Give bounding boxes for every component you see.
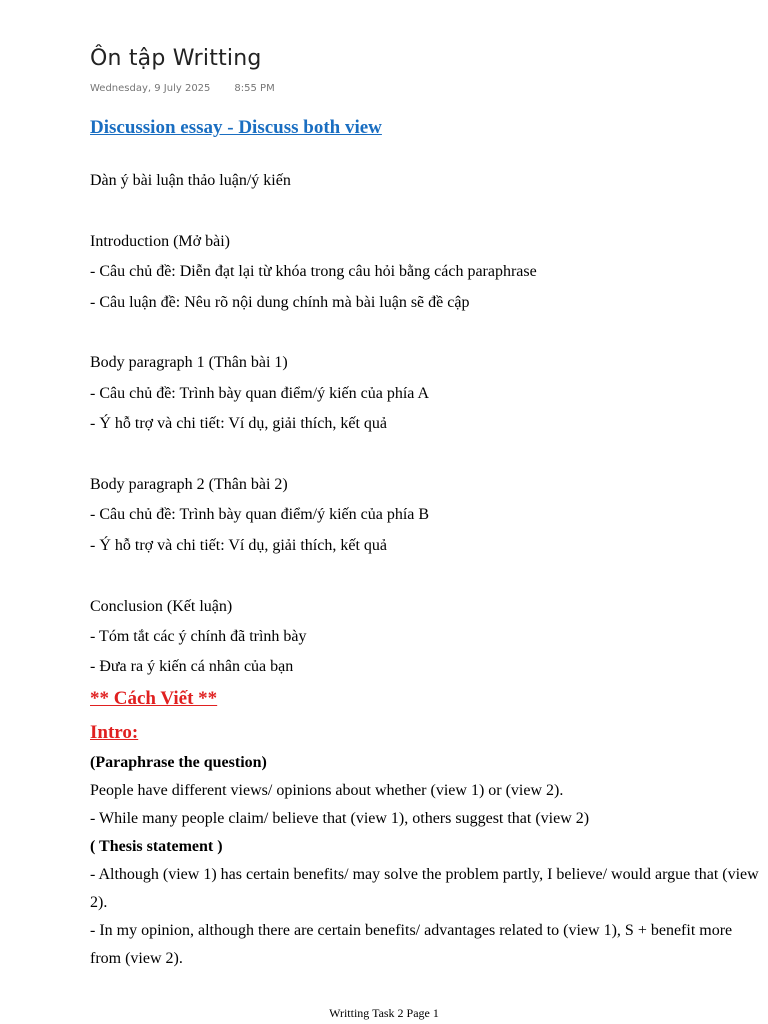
spacer bbox=[90, 144, 760, 166]
conclusion-label: Conclusion (Kết luận) bbox=[90, 597, 233, 615]
paraphrase-item-2: - While many people claim/ believe that (view 1), others suggest that (view 2) bbox=[90, 809, 590, 827]
body1-item-2: - Ý hỗ trợ và chi tiết: Ví dụ, giải thích, kết quả bbox=[90, 415, 387, 433]
spacer bbox=[90, 561, 760, 591]
spacer bbox=[90, 196, 760, 226]
page-time: 8:55 PM bbox=[234, 83, 275, 94]
thesis-label: ( Thesis statement ) bbox=[90, 837, 223, 855]
page-title[interactable]: Ôn tập Writting bbox=[90, 46, 262, 71]
conclusion-item-2: - Đưa ra ý kiến cá nhân của bạn bbox=[90, 658, 294, 676]
body2-label: Body paragraph 2 (Thân bài 2) bbox=[90, 476, 288, 494]
writing-method-heading: ** Cách Viết ** bbox=[90, 687, 218, 709]
spacer bbox=[90, 318, 760, 348]
note-body[interactable] bbox=[90, 112, 760, 973]
page-date: Wednesday, 9 July 2025 bbox=[90, 83, 211, 94]
page-footer: Writting Task 2 Page 1 bbox=[329, 1006, 439, 1020]
body2-item-1: - Câu chủ đề: Trình bày quan điểm/ý kiến của phía B bbox=[90, 506, 430, 524]
body1-item-1: - Câu chủ đề: Trình bày quan điểm/ý kiến của phía A bbox=[90, 384, 430, 402]
thesis-item-1: - Although (view 1) has certain benefits/ may solve the problem partly, I believe/ would argue that (view 2). bbox=[90, 865, 759, 911]
body2-item-2: - Ý hỗ trợ và chi tiết: Ví dụ, giải thích, kết quả bbox=[90, 536, 387, 554]
intro-heading: Intro: bbox=[90, 721, 139, 743]
paraphrase-label: (Paraphrase the question) bbox=[90, 753, 267, 771]
conclusion-item-1: - Tóm tắt các ý chính đã trình bày bbox=[90, 628, 307, 646]
thesis-item-2: - In my opinion, although there are certain benefits/ advantages related to (view 1), S + benefit more from (view 2). bbox=[90, 921, 733, 967]
intro-item-1: - Câu chủ đề: Diễn đạt lại từ khóa trong câu hỏi bằng cách paraphrase bbox=[90, 263, 537, 281]
discussion-essay-heading: Discussion essay - Discuss both view bbox=[90, 117, 382, 138]
intro-label: Introduction (Mở bài) bbox=[90, 232, 230, 250]
page-timestamp bbox=[90, 83, 275, 94]
intro-content bbox=[90, 749, 760, 973]
intro-item-2: - Câu luận đề: Nêu rõ nội dung chính mà bài luận sẽ đề cập bbox=[90, 293, 470, 311]
outline-title: Dàn ý bài luận thảo luận/ý kiến bbox=[90, 172, 291, 189]
paraphrase-item-1: People have different views/ opinions about whether (view 1) or (view 2). bbox=[90, 781, 564, 799]
spacer bbox=[90, 440, 760, 470]
body1-label: Body paragraph 1 (Thân bài 1) bbox=[90, 354, 288, 372]
